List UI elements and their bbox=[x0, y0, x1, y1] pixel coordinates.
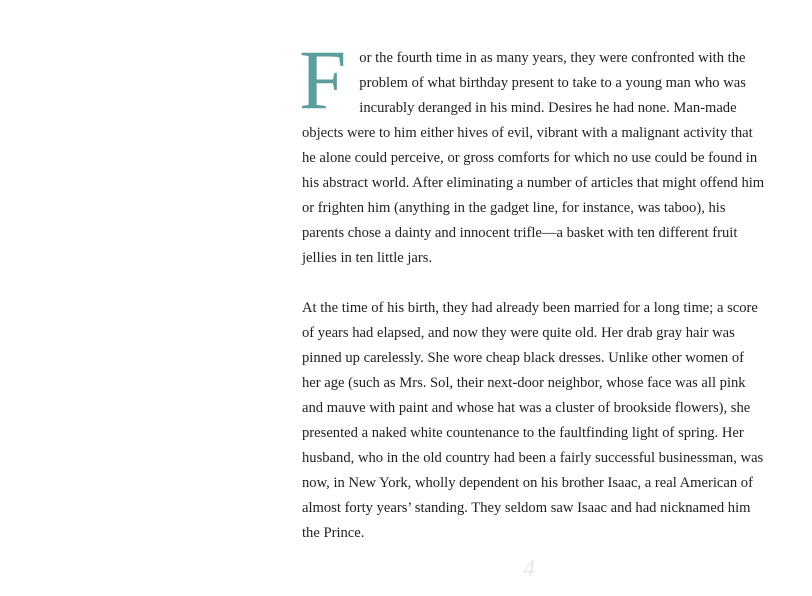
paragraph-1 bbox=[299, 33, 766, 271]
paragraph-2: At the time of his birth, they had already been married for a long time; a score of years had elapsed, and now they were quite old. Her drab gray hair was pinned up carelessly. She wore cheap black dresses. Unlike other women of her age (such as Mrs. Sol, their next-door neighbor, whose face was all pink and mauve with paint and whose hat was a cluster of brookside flowers), she presented a naked white countenance to the faultfinding light of spring. Her husband, who in the old country had been a fairly successful businessman, was now, in New York, wholly dependent on his brother Isaac, a real American of almost forty years’ standing. They seldom saw Isaac and had nicknamed him the Prince. bbox=[302, 300, 764, 541]
drop-cap: F bbox=[299, 33, 347, 127]
paragraph-1-text: or the fourth time in as many years, they were confronted with the problem of what birthday present to take to a young man who was incurably deranged in his mind. Desires he had none. Man-made objects were to him either hives of evil, vibrant with a malignant activity that he alone could perceive, or gross comforts for which no use could be found in his abstract world. After eliminating a number of articles that might offend him or frighten him (anything in the gadget line, for instance, was taboo), his parents chose a dainty and innocent trifle—a basket with ten different fruit jellies in ten little jars. bbox=[302, 50, 765, 266]
text-column bbox=[299, 33, 766, 546]
page-number: 4 bbox=[523, 556, 535, 582]
